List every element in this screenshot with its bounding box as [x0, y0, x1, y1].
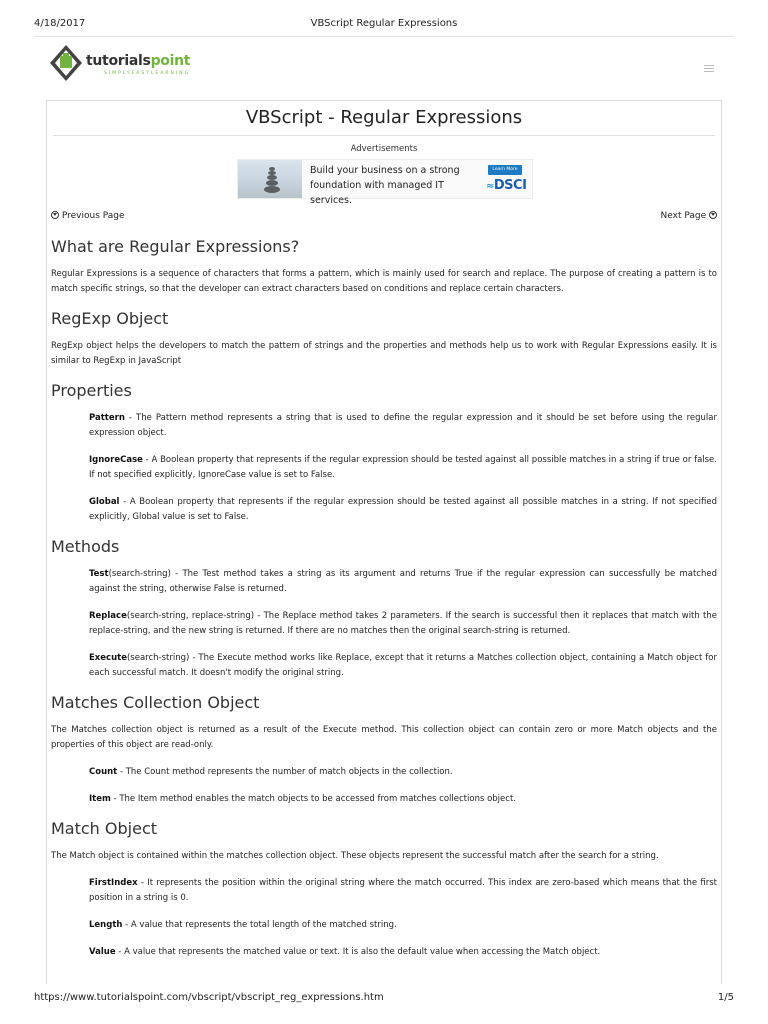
heading-match: Match Object: [51, 819, 158, 838]
print-footer: [34, 992, 734, 1006]
circle-arrow-icon: [709, 211, 717, 219]
previous-page-link[interactable]: Previous Page: [51, 211, 125, 221]
heading-what: What are Regular Expressions?: [51, 237, 300, 256]
ad-image: [238, 160, 302, 198]
matches-item: Count - The Count method represents the number of match objects in the collection.: [89, 767, 453, 777]
ad-banner[interactable]: [237, 159, 533, 206]
match-item: Length - A value that represents the total length of the matched string.: [89, 920, 397, 930]
logo-icon: [48, 43, 84, 83]
ad-brand-logo: ≈DSCI: [486, 178, 527, 193]
heading-methods: Methods: [51, 537, 120, 556]
paragraph: The Matches collection object is returned as a result of the Execute method. This collection object can contain zero or more Match objects and the properties of this object are read-only.: [51, 725, 717, 750]
article-body: [51, 237, 717, 972]
method-item: Test(search-string) - The Test method takes a string as its argument and returns True if the regular expression can successfully be matched against the string, otherwise False is returned.: [89, 569, 717, 594]
print-title: VBScript Regular Expressions: [310, 18, 458, 29]
paragraph: RegExp object helps the developers to match the pattern of strings and the properties and methods help us to work with Regular Expressions easily. It is similar to RegExp in JavaScript: [51, 341, 717, 366]
method-item: Execute(search-string) - The Execute method works like Replace, except that it returns a Matches collection object, containing a Match object for each successful match. It doesn't modify the original string.: [89, 653, 717, 678]
print-date: 4/18/2017: [34, 18, 86, 29]
property-item: Pattern - The Pattern method represents a string that is used to define the regular expression and it should be set before using the regular expression object.: [89, 413, 717, 438]
site-header: [34, 36, 734, 91]
ad-learn-more-button[interactable]: Learn More: [488, 165, 522, 175]
print-header: [34, 18, 734, 32]
logo-wordmark: tutorialspoint: [86, 53, 191, 69]
circle-arrow-icon: [51, 211, 59, 219]
page-nav: [51, 211, 717, 225]
heading-properties: Properties: [51, 381, 132, 400]
match-item: FirstIndex - It represents the position within the original string where the match occurred. This index are zero-based which means that the first position in a string is 0.: [89, 878, 717, 903]
ads-label: Advertisements: [350, 144, 418, 154]
match-item: Value - A value that represents the matched value or text. It is also the default value when accessing the Match object.: [89, 947, 601, 957]
print-url: https://www.tutorialspoint.com/vbscript/vbscript_reg_expressions.htm: [34, 992, 384, 1003]
print-page-number: 1/5: [717, 992, 734, 1003]
ad-text: Build your business on a strong foundation with managed IT services.: [310, 165, 460, 206]
logo-tagline: SIMPLYEASYLEARNING: [104, 71, 191, 76]
heading-matches: Matches Collection Object: [51, 693, 260, 712]
page-title: VBScript - Regular Expressions: [53, 101, 715, 136]
hamburger-menu-icon[interactable]: [704, 65, 714, 73]
property-item: Global - A Boolean property that represents if the regular expression should be tested against all possible matches in a string. If not specified explicitly, Global value is set to False.: [89, 497, 717, 522]
main-content: [46, 100, 722, 984]
matches-item: Item - The Item method enables the match objects to be accessed from matches collections object.: [89, 794, 516, 804]
property-item: IgnoreCase - A Boolean property that represents if the regular expression should be tested against all possible matches in a string if true or false. If not specified explicitly, IgnoreCase value is set to False.: [89, 455, 717, 480]
method-item: Replace(search-string, replace-string) - The Replace method takes 2 parameters. If the search is successful then it replaces that match with the replace-string, and the new string is returned. If there are no matches then the original search-string is returned.: [89, 611, 717, 636]
paragraph: The Match object is contained within the matches collection object. These objects represent the successful match after the search for a string.: [51, 851, 659, 861]
heading-regexp: RegExp Object: [51, 309, 169, 328]
paragraph: Regular Expressions is a sequence of characters that forms a pattern, which is mainly used for search and replace. The purpose of creating a pattern is to match specific strings, so that the developer can extract characters based on conditions and replace certain characters.: [51, 269, 717, 294]
next-page-link[interactable]: Next Page: [661, 211, 718, 221]
site-logo[interactable]: [46, 39, 206, 89]
